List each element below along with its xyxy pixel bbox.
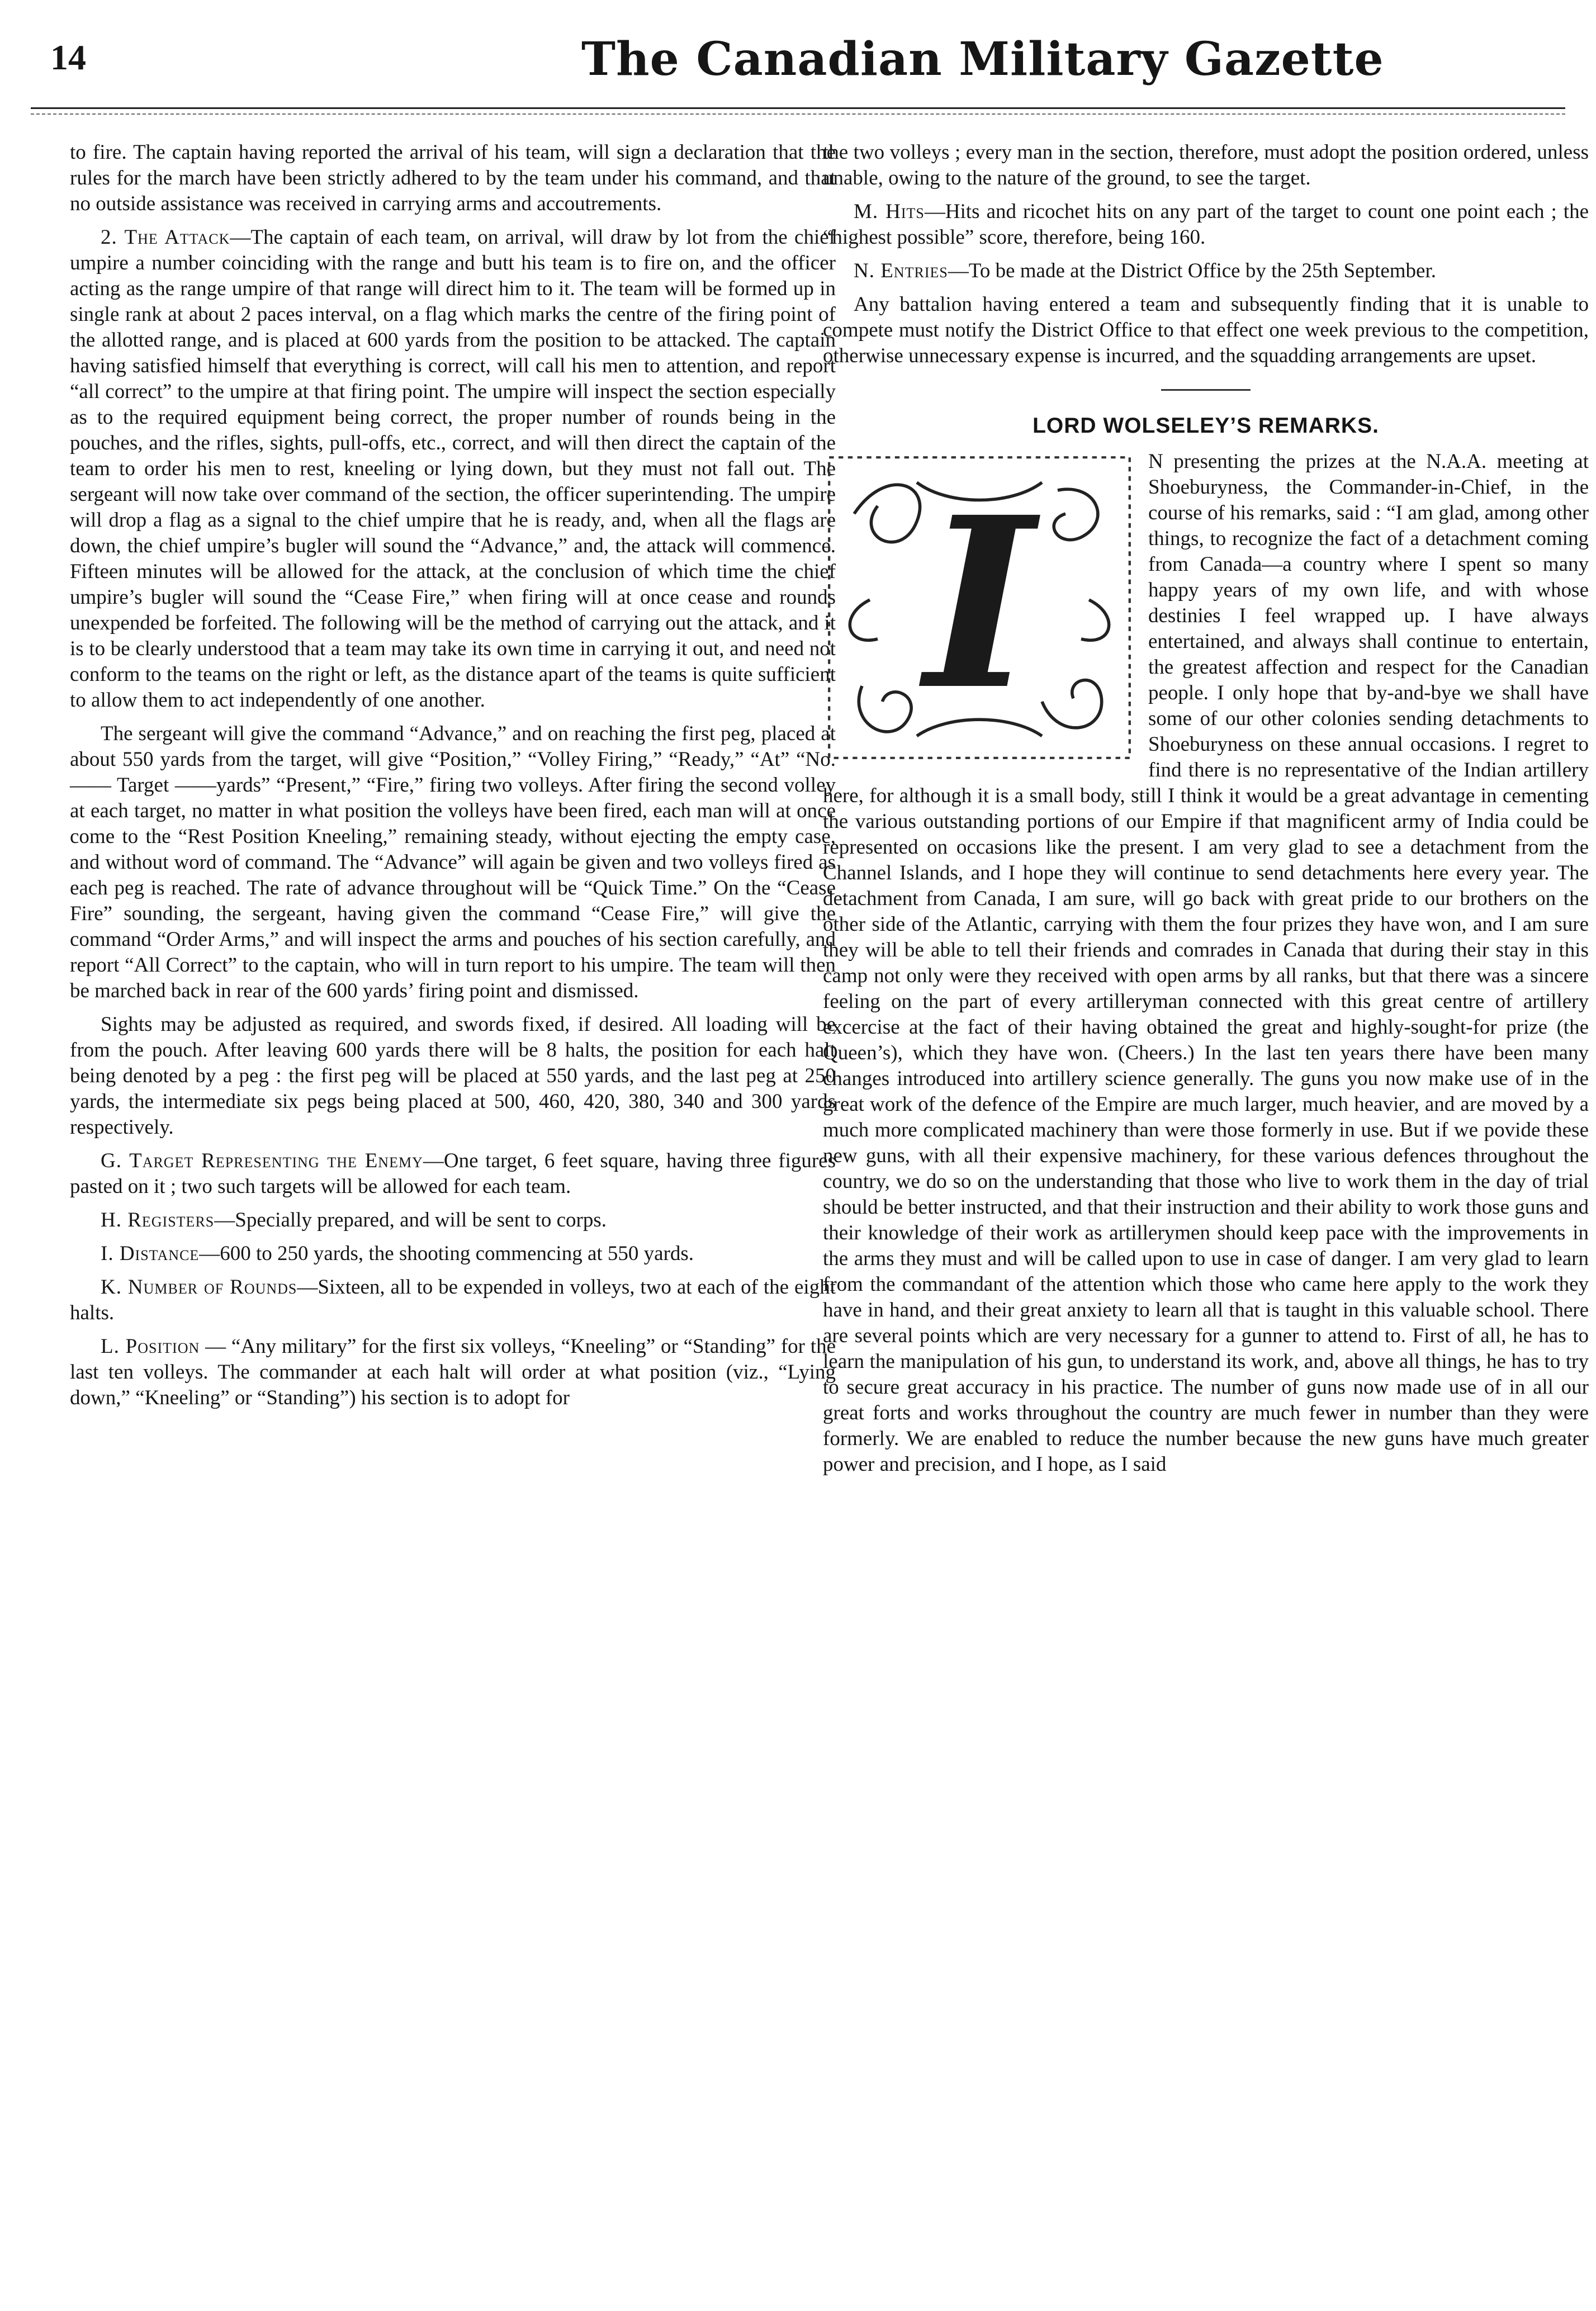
- paragraph-label: N. Entries: [854, 259, 948, 282]
- wolseley-text: N presenting the prizes at the N.A.A. meeting at Shoeburyness, the Commander-in-Chief, in the course of his remarks, said : “I am glad, among other things, to recognize the fact of a detachment coming from Canada—a country where I spent so many happy years of my own life, and with whose destinies I feel wrapped up. I have always entertained, and always shall continue to entertain, the greatest affection and respect for the Canadian people. I only hope that by-and-bye we shall have some of our other colonies sending detachments to Shoeburyness on these annual occasions. I regret to find there is no representative of the Indian artillery here, for although it is a small body, still I think it would be a great advantage in cementing the various outstanding portions of our Empire if that magnificent army of India could be represented on occasions like the present. I am very glad to see a detachment from the Channel Islands, and I hope they will continue to send detachments here every year. The detachment from Canada, I am sure, will go back with great pride to our brothers on the other side of the Atlantic, carrying with them the four prizes they have won, and I am sure they will be able to tell their friends and comrades in Canada that during their stay in this camp not only were they received with open arms by all ranks, but that there was a sincere feeling on the part of every artilleryman connected with this great centre of artillery excercise at the fact of their having obtained the great and highly-sought-for prize (the Queen’s), which they have won. (Cheers.) In the last ten years there have been many changes introduced into artillery science generally. The guns you now make use of in the great work of the defence of the Empire are much larger, much heavier, and are moved by a much more complicated machinery than were those formerly in use. But if we povide these new guns, with all their expensive machinery, for these various defences throughout the country, we do so on the understanding that those who live to work them in the day of trial should be better instructed, and that their instruction and their ability to work those guns and their knowledge of their work as artillerymen should keep pace with the improvements in the arms they must and will be called upon to use in case of danger. I am very glad to learn from the commandant of the attention which those who came here apply to the work they have in hand, and their great anxiety to learn all that is taught in this valuable school. There are several points which are very necessary for a gunner to attend to. First of all, he has to learn the manipulation of his gun, to understand its work, and, above all things, he has to try to secure great accuracy in his practice. The number of guns now made use of in all our great forts and works throughout the country are much fewer in number than they were formerly. We are enabled to reduce the number because the new guns have much greater power and precision, and I hope, as I said: [823, 450, 1589, 1476]
- drop-cap-ornament: [823, 451, 1136, 764]
- paragraph: the two volleys ; every man in the section, therefore, must adopt the position ordered, unless unable, owing to the nature of the ground, to see the target.: [823, 141, 1589, 190]
- paragraph: to fire. The captain having reported the arrival of his team, will sign a declaration that the rules for the march have been strictly adhered to by the team under his command, and that no outside assistance was received in carrying arms and accoutrements.: [70, 141, 836, 215]
- paragraph-label: I. Distance: [101, 1242, 200, 1265]
- paragraph: Any battalion having entered a team and subsequently finding that it is unable to compete must notify the District Office to that effect one week previous to the competition, otherwise unnecessary expense is incurred, and the squadding arrangements are upset.: [823, 293, 1589, 367]
- paragraph: Sights may be adjusted as required, and swords fixed, if desired. All loading will be from the pouch. After leaving 600 yards there will be 8 halts, the position for each halt being denoted by a peg : the first peg will be placed at 550 yards, and the last peg at 250 yards, the intermediate six pegs being placed at 500, 460, 420, 380, 340 and 300 yards respectively.: [70, 1013, 836, 1139]
- paragraph: L. Position — “Any military” for the first six volleys, “Kneeling” or “Standing” for the last ten volleys. The commander at each halt will order at what position (viz., “Lying down,” “Kneeling” or “Standing”) his section is to adopt for: [70, 1335, 836, 1409]
- header-rule: [31, 107, 1565, 115]
- paragraph: H. Registers—Specially prepared, and will be sent to corps.: [101, 1209, 607, 1232]
- right-column: [823, 140, 1589, 1485]
- paragraph: I. Distance—600 to 250 yards, the shooting commencing at 550 yards.: [101, 1242, 694, 1265]
- paragraph: 2. The Attack—The captain of each team, on arrival, will draw by lot from the chief umpire a number coinciding with the range and butt his team is to fire on, and the officer acting as the range umpire of that range will direct him to it. The team will be formed up in single rank at about 2 paces interval, on a flag which marks the centre of the firing point of the allotted range, and is placed at 600 yards from the position to be attacked. The captain having satisfied himself that everything is correct, will call his men to attention, and report “all correct” to the umpire at that firing point. The umpire will inspect the section especially as to the required equipment being correct, the proper number of rounds being in the pouches, and the rifles, sights, pull-offs, etc., correct, and will then direct the captain of the team to order his men to rest, kneeling or lying down, but they must not fall out. The sergeant will now take over command of the section, the officer superintending. The umpire will drop a flag as a signal to the chief umpire that he is ready, and, when all the flags are down, the chief umpire’s bugler will sound the “Advance,” and, the attack will commence. Fifteen minutes will be allowed for the attack, at the conclusion of which time the chief umpire’s bugler will sound the “Cease Fire,” when firing will at once cease and rounds unexpended be forfeited. The following will be the method of carrying out the attack, and it is to be clearly understood that a team may take its own time in carrying it out, and need not conform to the teams on the right or left, as the distance apart of the teams is quite sufficient to allow them to act independently of one another.: [70, 226, 836, 712]
- paragraph-label: L. Position: [101, 1335, 200, 1358]
- paragraph: The sergeant will give the command “Advance,” and on reaching the first peg, placed at about 550 yards from the target, will give “Position,” “Volley Firing,” “Ready,” “At” “No. —— Target ——yards” “Present,” “Fire,” firing two volleys. After firing the second volley at each target, no matter in what position the volleys have been fired, each man will at once come to the “Rest Position Kneeling,” remaining steady, without ejecting the empty case, and without word of command. The “Advance” will again be given and two volleys fired as each peg is reached. The rate of advance throughout will be “Quick Time.” On the “Cease Fire” sounding, the sergeant, having given the command “Cease Fire,” will give the command “Order Arms,” and will inspect the arms and pouches of his section carefully, and report “All Correct” to the captain, who will in turn report to his umpire. The team will then be marched back in rear of the 600 yards’ firing point and dismissed.: [70, 722, 836, 1002]
- wolseley-remarks: [823, 449, 1589, 1477]
- left-column: [70, 140, 836, 1419]
- page-header: [50, 16, 1576, 86]
- paragraph-label: K. Number of Rounds: [101, 1276, 297, 1299]
- page-number: 14: [50, 37, 86, 77]
- paragraph: M. Hits—Hits and ricochet hits on any part of the target to count one point each ; the “highest possible” score, therefore, being 160.: [823, 200, 1589, 249]
- paragraph: N. Entries—To be made at the District Office by the 25th September.: [854, 259, 1437, 282]
- ornamental-initial-icon: [823, 451, 1136, 764]
- section-separator: [1161, 389, 1251, 391]
- paragraph: G. Target Representing the Enemy—One target, 6 feet square, having three figures pasted on it ; two such targets will be allowed for each team.: [70, 1149, 836, 1198]
- paragraph-label: 2. The Attack: [101, 226, 230, 249]
- paragraph-label: G. Target Representing the Enemy: [101, 1149, 423, 1172]
- section-title: LORD WOLSELEY’S REMARKS.: [1033, 414, 1379, 438]
- publication-title: The Canadian Military Gazette: [581, 32, 1384, 86]
- paragraph-label: H. Registers: [101, 1209, 215, 1232]
- paragraph-label: M. Hits: [854, 200, 925, 223]
- paragraph: K. Number of Rounds—Sixteen, all to be expended in volleys, two at each of the eight halts.: [70, 1276, 836, 1324]
- svg-text:I: I: [924, 466, 1035, 742]
